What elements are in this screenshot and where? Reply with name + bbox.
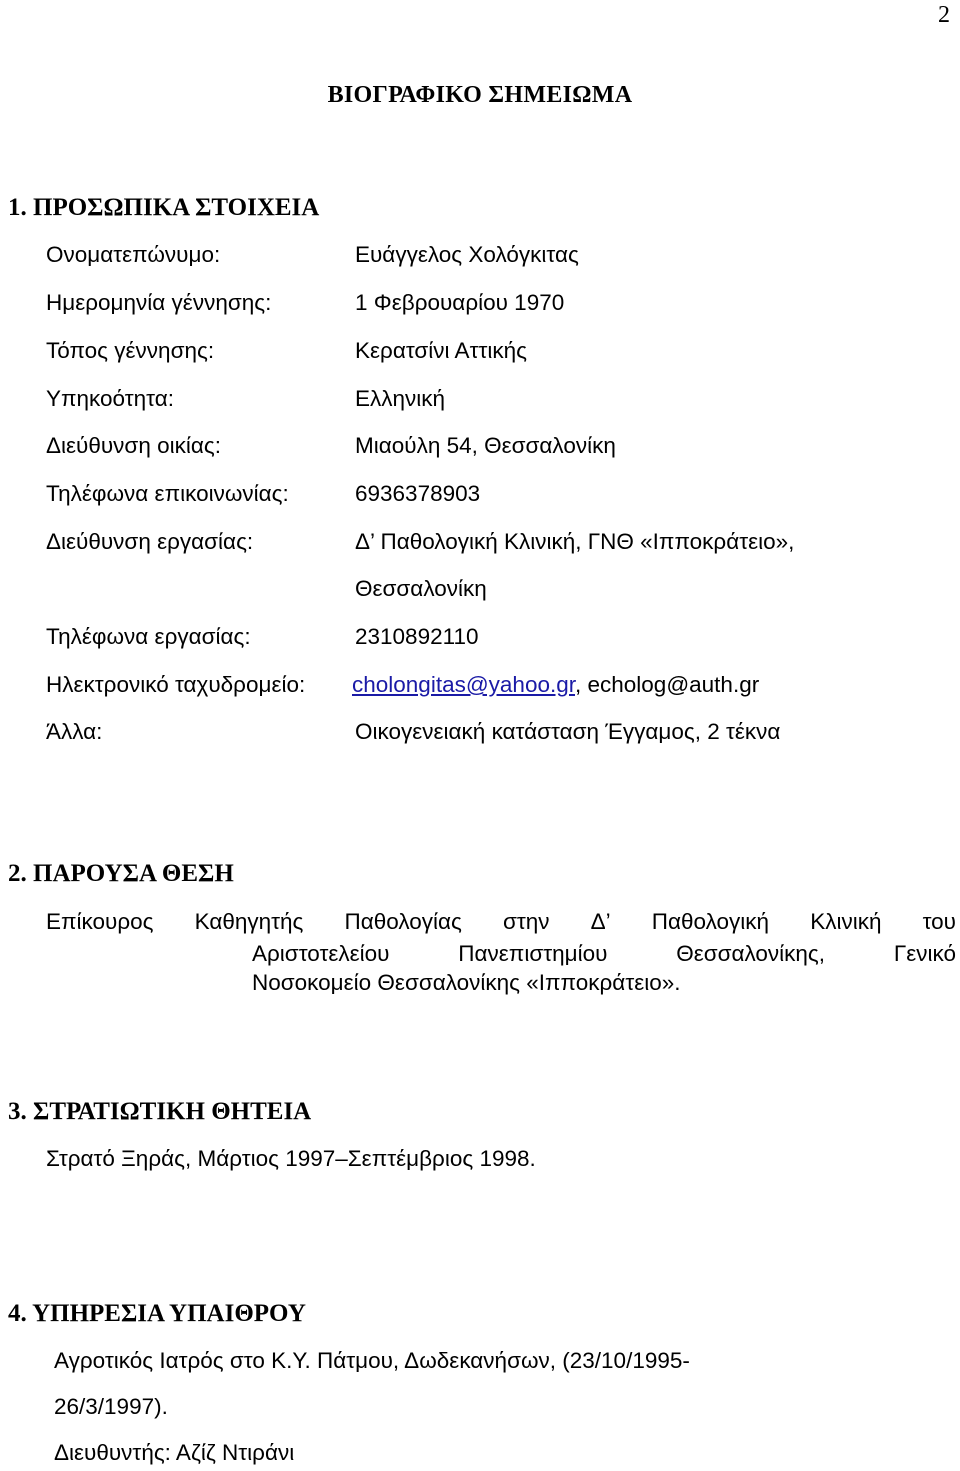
paragraph-word: Αριστοτελείου (252, 941, 390, 966)
rural-service-line1: Αγροτικός Ιατρός στο Κ.Υ. Πάτμου, Δωδεκανήσων, (23/10/1995- (54, 1348, 690, 1373)
field-label-birthdate: Ημερομηνία γέννησης: (46, 290, 272, 315)
paragraph-word: Δ’ (590, 909, 611, 934)
field-value-work-phone: 2310892110 (355, 624, 479, 649)
field-value-birthdate: 1 Φεβρουαρίου 1970 (355, 290, 565, 315)
field-value-birthplace: Κερατσίνι Αττικής (355, 338, 527, 363)
current-position-paragraph-line2 (252, 938, 956, 970)
military-service-text: Στρατό Ξηράς, Μάρτιος 1997–Σεπτέμβριος 1998. (46, 1146, 536, 1171)
paragraph-word: Καθηγητής (194, 909, 304, 934)
paragraph-word: Επίκουρος (46, 909, 154, 934)
paragraph-word: στην (502, 909, 550, 934)
paragraph-word: Γενικό (893, 941, 956, 966)
field-value-email (352, 672, 759, 698)
section-heading-current-position: 2. ΠΑΡΟΥΣΑ ΘΕΣΗ (8, 860, 234, 887)
current-position-paragraph-line1 (46, 906, 956, 938)
field-value-home-address: Μιαούλη 54, Θεσσαλονίκη (355, 433, 616, 458)
field-label-birthplace: Τόπος γέννησης: (46, 338, 215, 363)
field-value-nationality: Ελληνική (355, 386, 446, 411)
rural-service-line2: 26/3/1997). (54, 1394, 168, 1419)
section-heading-personal: 1. ΠΡΟΣΩΠΙΚΑ ΣΤΟΙΧΕΙΑ (8, 194, 320, 221)
paragraph-word: Παθολογική (651, 909, 770, 934)
field-label-name: Ονοματεπώνυμο: (46, 242, 221, 267)
email-rest: , echolog@auth.gr (575, 672, 760, 697)
field-value-name: Ευάγγελος Χολόγκιτας (355, 242, 579, 267)
field-label-work-phone: Τηλέφωνα εργασίας: (46, 624, 251, 649)
justified-line (46, 906, 956, 938)
paragraph-word: Πανεπιστημίου (458, 941, 608, 966)
field-value-other: Οικογενειακή κατάσταση Έγγαμος, 2 τέκνα (355, 719, 781, 744)
rural-service-director: Διευθυντής: Αζίζ Ντιράνι (54, 1440, 295, 1465)
field-label-work-address: Διεύθυνση εργασίας: (46, 529, 254, 554)
current-position-paragraph-line3: Νοσοκομείο Θεσσαλονίκης «Ιπποκράτειο». (252, 970, 681, 995)
page-number: 2 (938, 2, 950, 28)
paragraph-word: Κλινική (810, 909, 882, 934)
field-label-home-address: Διεύθυνση οικίας: (46, 433, 221, 458)
field-row-email (46, 672, 305, 698)
field-label-other: Άλλα: (46, 719, 103, 744)
justified-line (252, 938, 956, 970)
document-title: ΒΙΟΓΡΑΦΙΚΟ ΣΗΜΕΙΩΜΑ (327, 82, 633, 108)
field-label-nationality: Υπηκοότητα: (46, 386, 174, 411)
section-heading-rural-service: 4. ΥΠΗΡΕΣΙΑ ΥΠΑΙΘΡΟΥ (8, 1300, 306, 1327)
field-label-email: Ηλεκτρονικό ταχυδρομείο: (46, 672, 306, 697)
field-label-contact-phone: Τηλέφωνα επικοινωνίας: (46, 481, 289, 506)
email-link[interactable]: cholongitas@yahoo.gr (352, 672, 575, 697)
paragraph-word: Παθολογίας (344, 909, 462, 934)
paragraph-word: Θεσσαλονίκης, (676, 941, 826, 966)
field-value-work-address-city: Θεσσαλονίκη (355, 576, 487, 601)
paragraph-word: του (922, 909, 956, 934)
field-value-work-address: Δ’ Παθολογική Κλινική, ΓΝΘ «Ιπποκράτειο», (355, 529, 795, 554)
field-value-contact-phone: 6936378903 (355, 481, 481, 506)
section-heading-military-service: 3. ΣΤΡΑΤΙΩΤΙΚΗ ΘΗΤΕΙΑ (8, 1098, 312, 1125)
